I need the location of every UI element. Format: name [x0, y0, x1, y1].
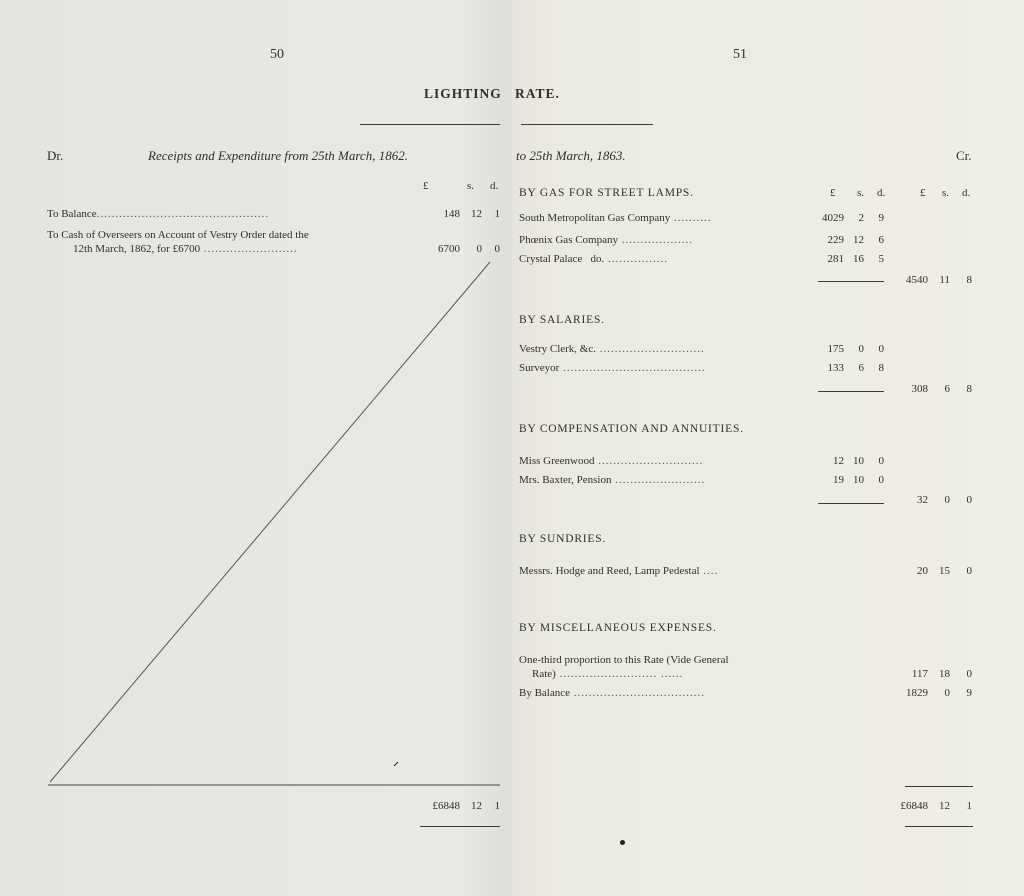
comp-item-baxter-label: Mrs. Baxter, Pension ........................ — [519, 474, 706, 486]
col-pounds-outer: £ — [920, 187, 926, 199]
comp-subtotal-pounds: 32 — [917, 494, 928, 506]
right-total-pounds: £6848 — [900, 800, 928, 812]
gas-item-crystal-pounds: 281 — [827, 253, 844, 265]
gas-subtotal-shillings: 11 — [939, 274, 950, 286]
salaries-subtotal-shillings: 6 — [944, 383, 950, 395]
misc-item-onethird-pence: 0 — [966, 668, 972, 680]
salary-item-surveyor-shillings: 6 — [858, 362, 864, 374]
left-total-pounds: £6848 — [432, 800, 460, 812]
entry-balance-pence: 1 — [494, 208, 500, 220]
section-misc-title: BY MISCELLANEOUS EXPENSES. — [519, 622, 717, 634]
misc-item-balance-pence: 9 — [966, 687, 972, 699]
gas-item-phoenix-pounds: 229 — [827, 234, 844, 246]
sundries-item-hodge-label: Messrs. Hodge and Reed, Lamp Pedestal .... — [519, 565, 719, 577]
salary-item-clerk-pounds: 175 — [827, 343, 844, 355]
misc-item-balance-label: By Balance ................................... — [519, 687, 706, 699]
gas-subtotal-pence: 8 — [966, 274, 972, 286]
col-pence-outer: d. — [962, 187, 971, 199]
comp-item-baxter-pounds: 19 — [833, 474, 844, 486]
misc-item-balance-shillings: 0 — [944, 687, 950, 699]
left-total-rule — [420, 826, 500, 827]
col-shillings-outer: s. — [942, 187, 950, 199]
right-page-number: 51 — [733, 47, 747, 62]
misc-item-onethird-shillings: 18 — [939, 668, 950, 680]
section-gas-title: BY GAS FOR STREET LAMPS. — [519, 187, 694, 199]
gas-item-phoenix-shillings: 12 — [853, 234, 864, 246]
cr-label: Cr. — [956, 148, 972, 163]
left-page-number: 50 — [270, 47, 284, 62]
entry-balance-shillings: 12 — [471, 208, 482, 220]
salary-item-surveyor-label: Surveyor ...................................... — [519, 362, 706, 374]
entry-cash-pounds: 6700 — [438, 243, 460, 255]
left-total-shillings: 12 — [471, 800, 482, 812]
dr-label: Dr. — [47, 148, 64, 163]
comp-item-baxter-shillings: 10 — [853, 474, 864, 486]
entry-cash-shillings: 0 — [476, 243, 482, 255]
right-total-top-rule — [905, 786, 973, 787]
ink-dot — [620, 840, 625, 845]
col-pounds-inner: £ — [830, 187, 836, 199]
salaries-subtotal-pence: 8 — [966, 383, 972, 395]
right-total-bottom-rule — [905, 826, 973, 827]
sundries-item-hodge-pounds: 20 — [917, 565, 928, 577]
sundries-item-hodge-shillings: 15 — [939, 565, 950, 577]
salary-item-surveyor-pence: 8 — [878, 362, 884, 374]
entry-cash-line1: To Cash of Overseers on Account of Vestry Order dated the — [47, 229, 309, 241]
title-lighting: LIGHTING — [424, 86, 502, 101]
gas-item-crystal-shillings: 16 — [853, 253, 864, 265]
comp-item-greenwood-label: Miss Greenwood ............................ — [519, 455, 704, 467]
right-page — [512, 0, 1024, 896]
comp-item-greenwood-shillings: 10 — [853, 455, 864, 467]
gas-item-south-label: South Metropolitan Gas Company .......... — [519, 212, 712, 224]
left-heading: Receipts and Expenditure from 25th March, 1862. — [148, 148, 408, 163]
left-total-pence: 1 — [494, 800, 500, 812]
comp-subtotal-pence: 0 — [966, 494, 972, 506]
entry-cash-pence: 0 — [494, 243, 500, 255]
salaries-subtotal-pounds: 308 — [911, 383, 928, 395]
gas-subtotal-pounds: 4540 — [906, 274, 928, 286]
misc-item-onethird-line1: One-third proportion to this Rate (Vide General — [519, 654, 729, 666]
salary-item-clerk-label: Vestry Clerk, &c. ............................ — [519, 343, 705, 355]
section-salaries-title: BY SALARIES. — [519, 314, 605, 326]
comp-subtotal-rule — [818, 503, 884, 504]
gas-item-crystal-pence: 5 — [878, 253, 884, 265]
comp-item-baxter-pence: 0 — [878, 474, 884, 486]
comp-subtotal-shillings: 0 — [944, 494, 950, 506]
gas-item-south-shillings: 2 — [858, 212, 864, 224]
entry-balance-pounds: 148 — [443, 208, 460, 220]
salary-item-clerk-pence: 0 — [878, 343, 884, 355]
title-rate: RATE. — [515, 86, 560, 101]
right-total-pence: 1 — [966, 800, 972, 812]
entry-cash-line2: 12th March, 1862, for £6700 ......................... — [73, 243, 298, 255]
title-rule-right — [521, 124, 653, 125]
col-pence-left: d. — [490, 180, 499, 192]
gas-item-south-pence: 9 — [878, 212, 884, 224]
salary-item-surveyor-pounds: 133 — [827, 362, 844, 374]
comp-item-greenwood-pence: 0 — [878, 455, 884, 467]
comp-item-greenwood-pounds: 12 — [833, 455, 844, 467]
salaries-subtotal-rule — [818, 391, 884, 392]
gas-item-crystal-label: Crystal Palace do. ................ — [519, 253, 668, 265]
section-compensation-title: BY COMPENSATION AND ANNUITIES. — [519, 423, 744, 435]
sundries-item-hodge-pence: 0 — [966, 565, 972, 577]
col-shillings-left: s. — [467, 180, 475, 192]
entry-balance-label: To Balance.............................................. — [47, 208, 270, 220]
gas-item-phoenix-pence: 6 — [878, 234, 884, 246]
gas-item-phoenix-label: Phœnix Gas Company ................... — [519, 234, 693, 246]
salary-item-clerk-shillings: 0 — [858, 343, 864, 355]
right-total-shillings: 12 — [939, 800, 950, 812]
gas-subtotal-rule — [818, 281, 884, 282]
col-pence-inner: d. — [877, 187, 886, 199]
right-heading: to 25th March, 1863. — [516, 148, 626, 163]
misc-item-onethird-pounds: 117 — [911, 668, 928, 680]
gas-item-south-pounds: 4029 — [822, 212, 844, 224]
misc-item-onethird-line2: Rate) .......................... ...... — [532, 668, 684, 680]
col-shillings-inner: s. — [857, 187, 865, 199]
col-pounds-left: £ — [423, 180, 429, 192]
misc-item-balance-pounds: 1829 — [906, 687, 928, 699]
section-sundries-title: BY SUNDRIES. — [519, 533, 607, 545]
